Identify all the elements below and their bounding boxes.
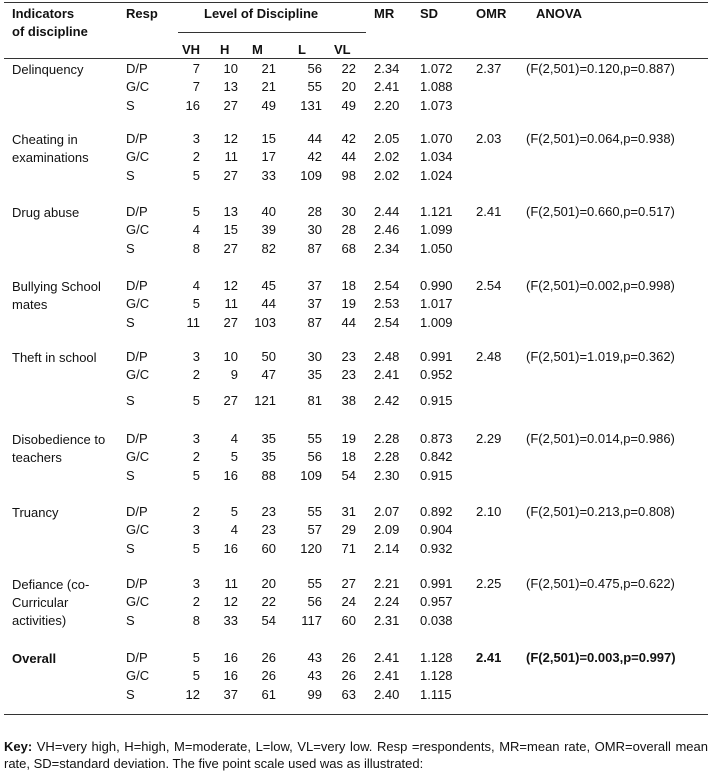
cell-l: 81 — [307, 393, 322, 408]
cell-vl: 18 — [341, 449, 356, 464]
key-label: Key: — [4, 739, 33, 754]
indicator-name: Truancy — [12, 505, 59, 520]
respondent-label: D/P — [126, 278, 148, 293]
cell-m: 26 — [261, 668, 276, 683]
anova-result: (F(2,501)=0.003,p=0.997) — [526, 650, 676, 665]
cell-vl: 20 — [341, 79, 356, 94]
cell-vh: 12 — [185, 687, 200, 702]
table-top-rule — [4, 2, 708, 3]
cell-m: 39 — [261, 222, 276, 237]
cell-vl: 44 — [341, 315, 356, 330]
cell-m: 50 — [261, 349, 276, 364]
respondent-label: S — [126, 241, 135, 256]
cell-vh: 3 — [192, 431, 200, 446]
overall-mean-rate: 2.54 — [476, 278, 502, 293]
cell-l: 120 — [300, 541, 322, 556]
cell-vh: 16 — [185, 98, 200, 113]
cell-vl: 44 — [341, 149, 356, 164]
cell-sd: 1.070 — [420, 131, 453, 146]
respondent-label: G/C — [126, 522, 150, 537]
cell-mr: 2.21 — [374, 576, 400, 591]
cell-vh: 5 — [192, 668, 200, 683]
anova-result: (F(2,501)=0.213,p=0.808) — [526, 504, 675, 519]
cell-m: 60 — [261, 541, 276, 556]
cell-sd: 0.842 — [420, 449, 453, 464]
cell-vh: 5 — [192, 541, 200, 556]
cell-vh: 2 — [192, 594, 200, 609]
cell-sd: 1.073 — [420, 98, 453, 113]
cell-mr: 2.34 — [374, 61, 400, 76]
indicator-name: Bullying School mates — [12, 279, 101, 312]
cell-mr: 2.02 — [374, 149, 400, 164]
cell-sd: 1.128 — [420, 668, 453, 683]
respondent-label: S — [126, 687, 135, 702]
indicator-name: Defiance (co-Curricular activities) — [12, 577, 90, 628]
cell-l: 43 — [307, 650, 322, 665]
cell-h: 11 — [224, 149, 238, 164]
cell-vl: 38 — [341, 393, 356, 408]
cell-l: 37 — [307, 296, 322, 311]
cell-sd: 0.957 — [420, 594, 453, 609]
anova-result: (F(2,501)=1.019,p=0.362) — [526, 349, 675, 364]
header-resp: Resp — [126, 6, 158, 21]
header-level-h: H — [220, 42, 230, 57]
cell-h: 16 — [223, 650, 238, 665]
cell-vh: 5 — [192, 204, 200, 219]
cell-l: 55 — [307, 431, 322, 446]
cell-sd: 0.915 — [420, 393, 453, 408]
cell-h: 16 — [223, 668, 238, 683]
cell-vh: 8 — [192, 613, 200, 628]
respondent-label: G/C — [126, 296, 150, 311]
cell-m: 17 — [261, 149, 276, 164]
cell-sd: 1.009 — [420, 315, 453, 330]
cell-m: 35 — [261, 449, 276, 464]
cell-sd: 1.128 — [420, 650, 453, 665]
cell-l: 87 — [307, 315, 322, 330]
cell-vh: 3 — [192, 522, 200, 537]
cell-vl: 24 — [341, 594, 356, 609]
respondent-label: G/C — [126, 367, 150, 382]
cell-l: 44 — [307, 131, 322, 146]
anova-result: (F(2,501)=0.475,p=0.622) — [526, 576, 675, 591]
overall-mean-rate: 2.41 — [476, 204, 502, 219]
cell-l: 55 — [307, 576, 322, 591]
anova-result: (F(2,501)=0.014,p=0.986) — [526, 431, 675, 446]
cell-sd: 0.952 — [420, 367, 453, 382]
respondent-label: S — [126, 541, 135, 556]
indicator-name: Drug abuse — [12, 205, 80, 220]
header-indicators: Indicators — [12, 6, 75, 21]
overall-mean-rate: 2.29 — [476, 431, 502, 446]
table-bottom-rule — [4, 714, 708, 715]
cell-sd: 1.099 — [420, 222, 453, 237]
cell-mr: 2.05 — [374, 131, 400, 146]
cell-vl: 19 — [341, 296, 356, 311]
respondent-label: S — [126, 315, 135, 330]
cell-m: 21 — [261, 61, 276, 76]
cell-mr: 2.54 — [374, 315, 400, 330]
header-level-m: M — [252, 42, 263, 57]
cell-l: 56 — [307, 449, 322, 464]
cell-m: 23 — [261, 522, 276, 537]
cell-h: 4 — [230, 431, 238, 446]
cell-h: 33 — [223, 613, 238, 628]
cell-vh: 5 — [192, 168, 200, 183]
cell-sd: 0.038 — [420, 613, 453, 628]
respondent-label: D/P — [126, 576, 148, 591]
cell-sd: 0.904 — [420, 522, 453, 537]
cell-mr: 2.20 — [374, 98, 400, 113]
cell-sd: 1.024 — [420, 168, 453, 183]
cell-h: 27 — [223, 393, 238, 408]
cell-m: 82 — [261, 241, 276, 256]
cell-vl: 19 — [341, 431, 356, 446]
cell-m: 35 — [261, 431, 276, 446]
cell-m: 26 — [261, 650, 276, 665]
overall-mean-rate: 2.10 — [476, 504, 502, 519]
cell-h: 12 — [223, 594, 238, 609]
respondent-label: G/C — [126, 149, 150, 164]
cell-h: 27 — [223, 315, 238, 330]
cell-m: 88 — [261, 468, 276, 483]
cell-sd: 0.991 — [420, 349, 453, 364]
cell-vh: 3 — [192, 131, 200, 146]
cell-sd: 1.088 — [420, 79, 453, 94]
respondent-label: S — [126, 393, 135, 408]
overall-mean-rate: 2.48 — [476, 349, 502, 364]
cell-l: 87 — [307, 241, 322, 256]
cell-h: 4 — [230, 522, 238, 537]
cell-l: 57 — [307, 522, 322, 537]
cell-mr: 2.46 — [374, 222, 400, 237]
anova-result: (F(2,501)=0.120,p=0.887) — [526, 61, 675, 76]
header-sd: SD — [420, 6, 439, 21]
cell-h: 9 — [230, 367, 238, 382]
cell-mr: 2.07 — [374, 504, 400, 519]
cell-m: 15 — [261, 131, 276, 146]
respondent-label: D/P — [126, 61, 148, 76]
anova-result: (F(2,501)=0.064,p=0.938) — [526, 131, 675, 146]
cell-l: 37 — [307, 278, 322, 293]
respondent-label: S — [126, 98, 135, 113]
cell-mr: 2.41 — [374, 367, 400, 382]
cell-l: 56 — [307, 594, 322, 609]
cell-vh: 11 — [186, 315, 200, 330]
header-mr: MR — [374, 6, 395, 21]
indicator-name: Delinquency — [12, 62, 84, 77]
cell-mr: 2.54 — [374, 278, 400, 293]
cell-sd: 0.991 — [420, 576, 453, 591]
cell-vl: 26 — [341, 668, 356, 683]
cell-sd: 0.873 — [420, 431, 453, 446]
cell-vl: 28 — [341, 222, 356, 237]
cell-h: 13 — [223, 204, 238, 219]
cell-l: 43 — [307, 668, 322, 683]
cell-vh: 4 — [192, 222, 200, 237]
cell-l: 55 — [307, 504, 322, 519]
respondent-label: D/P — [126, 349, 148, 364]
cell-mr: 2.41 — [374, 79, 400, 94]
cell-mr: 2.30 — [374, 468, 400, 483]
cell-sd: 1.072 — [420, 61, 453, 76]
anova-result: (F(2,501)=0.002,p=0.998) — [526, 278, 675, 293]
overall-mean-rate: 2.37 — [476, 61, 502, 76]
cell-h: 11 — [224, 576, 238, 591]
cell-mr: 2.14 — [374, 541, 400, 556]
level-subheader-rule — [178, 32, 366, 33]
cell-l: 109 — [300, 168, 322, 183]
cell-h: 16 — [223, 541, 238, 556]
table-key — [4, 738, 708, 772]
cell-sd: 1.121 — [420, 204, 453, 219]
respondent-label: S — [126, 613, 135, 628]
cell-sd: 0.892 — [420, 504, 453, 519]
header-level-of-discipline: Level of Discipline — [204, 6, 319, 21]
cell-vh: 8 — [192, 241, 200, 256]
cell-vh: 2 — [192, 149, 200, 164]
header-level-l: L — [298, 42, 306, 57]
cell-sd: 1.050 — [420, 241, 453, 256]
cell-vl: 98 — [341, 168, 356, 183]
cell-vl: 60 — [341, 613, 356, 628]
cell-sd: 0.915 — [420, 468, 453, 483]
cell-h: 11 — [224, 296, 238, 311]
respondent-label: D/P — [126, 431, 148, 446]
respondent-label: G/C — [126, 79, 150, 94]
header-level-vl: VL — [334, 42, 351, 57]
cell-vl: 29 — [341, 522, 356, 537]
cell-sd: 1.034 — [420, 149, 453, 164]
cell-l: 56 — [307, 61, 322, 76]
cell-mr: 2.09 — [374, 522, 400, 537]
overall-mean-rate: 2.25 — [476, 576, 502, 591]
cell-h: 27 — [223, 168, 238, 183]
cell-vh: 7 — [192, 79, 200, 94]
cell-m: 23 — [261, 504, 276, 519]
cell-vh: 4 — [192, 278, 200, 293]
header-bottom-rule — [4, 58, 708, 59]
cell-mr: 2.28 — [374, 449, 400, 464]
cell-sd: 0.932 — [420, 541, 453, 556]
header-level-vh: VH — [182, 42, 201, 57]
cell-l: 109 — [300, 468, 322, 483]
cell-mr: 2.42 — [374, 393, 400, 408]
cell-l: 28 — [307, 204, 322, 219]
cell-h: 10 — [223, 349, 238, 364]
cell-mr: 2.41 — [374, 668, 400, 683]
cell-vh: 5 — [192, 296, 200, 311]
indicator-name: Overall — [12, 651, 57, 666]
respondent-label: G/C — [126, 594, 150, 609]
cell-sd: 1.017 — [420, 296, 453, 311]
respondent-label: D/P — [126, 504, 148, 519]
cell-vl: 42 — [341, 131, 356, 146]
overall-mean-rate: 2.41 — [476, 650, 502, 665]
cell-vl: 71 — [341, 541, 356, 556]
cell-h: 5 — [230, 504, 238, 519]
cell-l: 117 — [301, 613, 322, 628]
cell-mr: 2.24 — [374, 594, 400, 609]
cell-h: 27 — [223, 98, 238, 113]
cell-l: 99 — [307, 687, 322, 702]
header-anova: ANOVA — [536, 6, 582, 21]
cell-m: 20 — [261, 576, 276, 591]
cell-vl: 26 — [341, 650, 356, 665]
respondent-label: D/P — [126, 204, 148, 219]
cell-l: 30 — [307, 222, 322, 237]
cell-l: 42 — [307, 149, 322, 164]
indicator-name: Theft in school — [12, 350, 97, 365]
cell-mr: 2.48 — [374, 349, 400, 364]
cell-vh: 2 — [192, 367, 200, 382]
cell-vl: 68 — [341, 241, 356, 256]
respondent-label: G/C — [126, 222, 150, 237]
cell-l: 55 — [307, 79, 322, 94]
header-omr: OMR — [476, 6, 507, 21]
cell-h: 12 — [223, 278, 238, 293]
cell-m: 61 — [261, 687, 276, 702]
cell-m: 47 — [261, 367, 276, 382]
cell-mr: 2.44 — [374, 204, 400, 219]
respondent-label: D/P — [126, 131, 148, 146]
cell-vh: 5 — [192, 650, 200, 665]
cell-h: 12 — [223, 131, 238, 146]
cell-vh: 2 — [192, 504, 200, 519]
cell-h: 13 — [223, 79, 238, 94]
cell-m: 33 — [261, 168, 276, 183]
respondent-label: G/C — [126, 668, 150, 683]
cell-m: 44 — [261, 296, 276, 311]
respondent-label: D/P — [126, 650, 148, 665]
indicator-name: Disobedience to teachers — [12, 432, 106, 465]
cell-vh: 5 — [192, 393, 200, 408]
respondent-label: G/C — [126, 449, 150, 464]
cell-h: 27 — [223, 241, 238, 256]
respondent-label: S — [126, 168, 135, 183]
cell-vl: 63 — [341, 687, 356, 702]
cell-mr: 2.31 — [374, 613, 400, 628]
cell-h: 15 — [223, 222, 238, 237]
overall-mean-rate: 2.03 — [476, 131, 502, 146]
cell-vl: 27 — [341, 576, 356, 591]
cell-m: 21 — [261, 79, 276, 94]
cell-mr: 2.34 — [374, 241, 400, 256]
cell-mr: 2.41 — [374, 650, 400, 665]
cell-l: 30 — [307, 349, 322, 364]
key-text: VH=very high, H=high, M=moderate, L=low, VL=very low. Resp =respondents, MR=mean rate, OMR=overall mean rate, SD=standard deviation. The five point scale used was as illustrated: — [4, 739, 708, 771]
cell-vl: 31 — [341, 504, 356, 519]
cell-mr: 2.40 — [374, 687, 400, 702]
cell-m: 45 — [261, 278, 276, 293]
anova-result: (F(2,501)=0.660,p=0.517) — [526, 204, 675, 219]
cell-vl: 54 — [341, 468, 356, 483]
cell-h: 16 — [223, 468, 238, 483]
cell-h: 37 — [223, 687, 238, 702]
cell-m: 49 — [261, 98, 276, 113]
cell-sd: 1.115 — [420, 687, 452, 702]
cell-m: 40 — [261, 204, 276, 219]
cell-sd: 0.990 — [420, 278, 453, 293]
cell-vl: 18 — [341, 278, 356, 293]
indicator-name: Cheating in examinations — [12, 132, 89, 165]
cell-vh: 3 — [192, 576, 200, 591]
cell-vl: 30 — [341, 204, 356, 219]
header-indicators-line2: of discipline — [12, 24, 88, 39]
cell-h: 5 — [230, 449, 238, 464]
cell-m: 54 — [261, 613, 276, 628]
cell-vh: 7 — [192, 61, 200, 76]
cell-vl: 23 — [341, 349, 356, 364]
cell-mr: 2.28 — [374, 431, 400, 446]
cell-vl: 23 — [341, 367, 356, 382]
cell-vh: 5 — [192, 468, 200, 483]
cell-l: 35 — [307, 367, 322, 382]
cell-vl: 22 — [341, 61, 356, 76]
respondent-label: S — [126, 468, 135, 483]
cell-mr: 2.53 — [374, 296, 400, 311]
cell-m: 103 — [254, 315, 276, 330]
cell-vh: 2 — [192, 449, 200, 464]
cell-l: 131 — [300, 98, 322, 113]
cell-mr: 2.02 — [374, 168, 400, 183]
cell-h: 10 — [223, 61, 238, 76]
cell-m: 22 — [261, 594, 276, 609]
cell-vh: 3 — [192, 349, 200, 364]
cell-vl: 49 — [341, 98, 356, 113]
cell-m: 121 — [254, 393, 276, 408]
